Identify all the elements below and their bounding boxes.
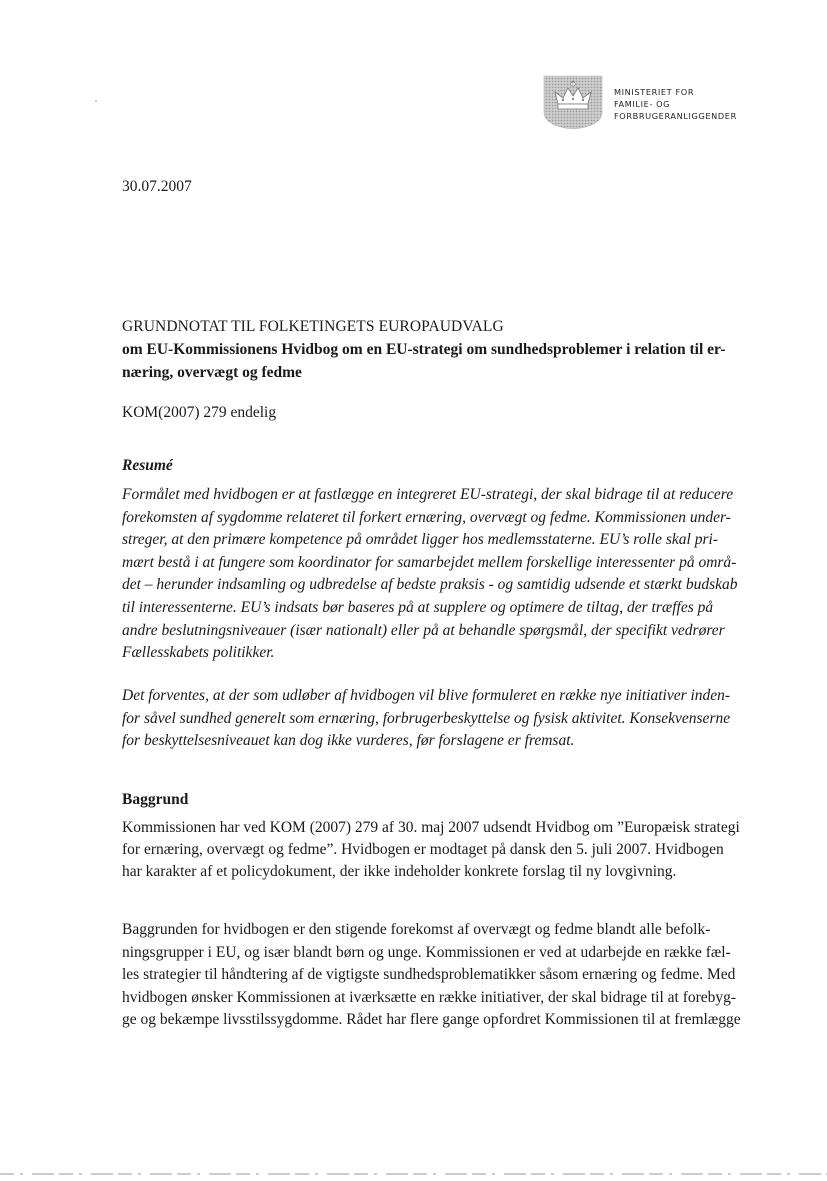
scan-speck	[95, 100, 97, 102]
resume-paragraph	[122, 685, 762, 753]
text-line: les strategier til håndtering af de vigtigste sundhedsproblematikker såsom ernæring og fedme. Med	[122, 966, 736, 984]
text-line: Det forventes, at der som udløber af hvidbogen vil blive formuleret en række nye initiativer inden-	[122, 687, 731, 704]
text-line: mært bestå i at fungere som koordinator for samarbejdet mellem forskellige interessenter på områ-	[122, 553, 737, 571]
ministry-name-line: FAMILIE- OG	[614, 99, 671, 109]
text-line: for beskyttelsesniveauet kan dog ikke vurderes, før forslagene er fremsat.	[122, 732, 575, 750]
text-line: det – herunder indsamling og udbredelse af bedste praksis - og samtidig udsende et stærkt budskab	[122, 576, 738, 594]
baggrund-heading: Baggrund	[122, 791, 189, 808]
document-date: 30.07.2007	[122, 178, 192, 195]
text-line: ge og bekæmpe livsstilssygdomme. Rådet har flere gange opfordret Kommissionen til at fremlægge	[122, 1011, 741, 1029]
reference-number: KOM(2007) 279 endelig	[122, 404, 277, 421]
text-line: Kommissionen har ved KOM (2007) 279 af 30. maj 2007 udsendt Hvidbog om ”Europæisk strategi	[122, 819, 740, 836]
text-line: hvidbogen ønsker Kommissionen at iværksætte en række initiativer, der skal bidrage til at forebyg-	[122, 988, 737, 1006]
text-line: ningsgrupper i EU, og især blandt børn og unge. Kommissionen er ved at udarbejde en række fæl-	[122, 943, 731, 961]
crown-logo-icon	[542, 74, 604, 130]
text-line: Formålet med hvidbogen er at fastlægge en integreret EU-strategi, der skal bidrage til at reducere	[122, 486, 734, 503]
baggrund-paragraph	[122, 919, 762, 1032]
document-subtitle	[122, 338, 752, 384]
text-line: Baggrunden for hvidbogen er den stigende forekomst af overvægt og fedme blandt alle befolk-	[122, 921, 711, 938]
baggrund-paragraph	[122, 817, 762, 884]
text-line: til interessenterne. EU’s indsats bør baseres på at supplere og optimere de tiltag, der træffes på	[122, 598, 714, 616]
text-line: forekomsten af sygdomme relateret til forkert ernæring, overvægt og fedme. Kommissionen under-	[122, 508, 731, 526]
ministry-name	[614, 86, 737, 122]
resume-paragraph	[122, 484, 762, 665]
text-line: andre beslutningsniveauer (især nationalt) eller på at behandle spørgsmål, der specifikt vedrører	[122, 621, 725, 639]
ministry-name-line: MINISTERIET FOR	[614, 87, 695, 97]
text-line: streger, at den primære kompetence på området ligger hos medlemsstaterne. EU’s rolle skal pri-	[122, 531, 718, 549]
text-line: for såvel sundhed generelt som ernæring, forbrugerbeskyttelse og fysisk aktivitet. Konsekvenserne	[122, 709, 731, 727]
subtitle-line: næring, overvægt og fedme	[122, 364, 302, 381]
resume-heading: Resumé	[122, 457, 173, 474]
document-title: GRUNDNOTAT TIL FOLKETINGETS EUROPAUDVALG	[122, 318, 504, 335]
subtitle-line: om EU-Kommissionens Hvidbog om en EU-strategi om sundhedsproblemer i relation til er-	[122, 341, 726, 358]
scan-edge-artifact	[0, 1163, 827, 1169]
title-block	[122, 317, 752, 384]
text-line: har karakter af et policydokument, der ikke indeholder konkrete forslag til ny lovgivning.	[122, 863, 677, 881]
text-line: Fællesskabets politikker.	[122, 644, 275, 662]
text-line: for ernæring, overvægt og fedme”. Hvidbogen er modtaget på dansk den 5. juli 2007. Hvidbogen	[122, 841, 724, 859]
ministry-name-line: FORBRUGERANLIGGENDER	[614, 111, 737, 121]
